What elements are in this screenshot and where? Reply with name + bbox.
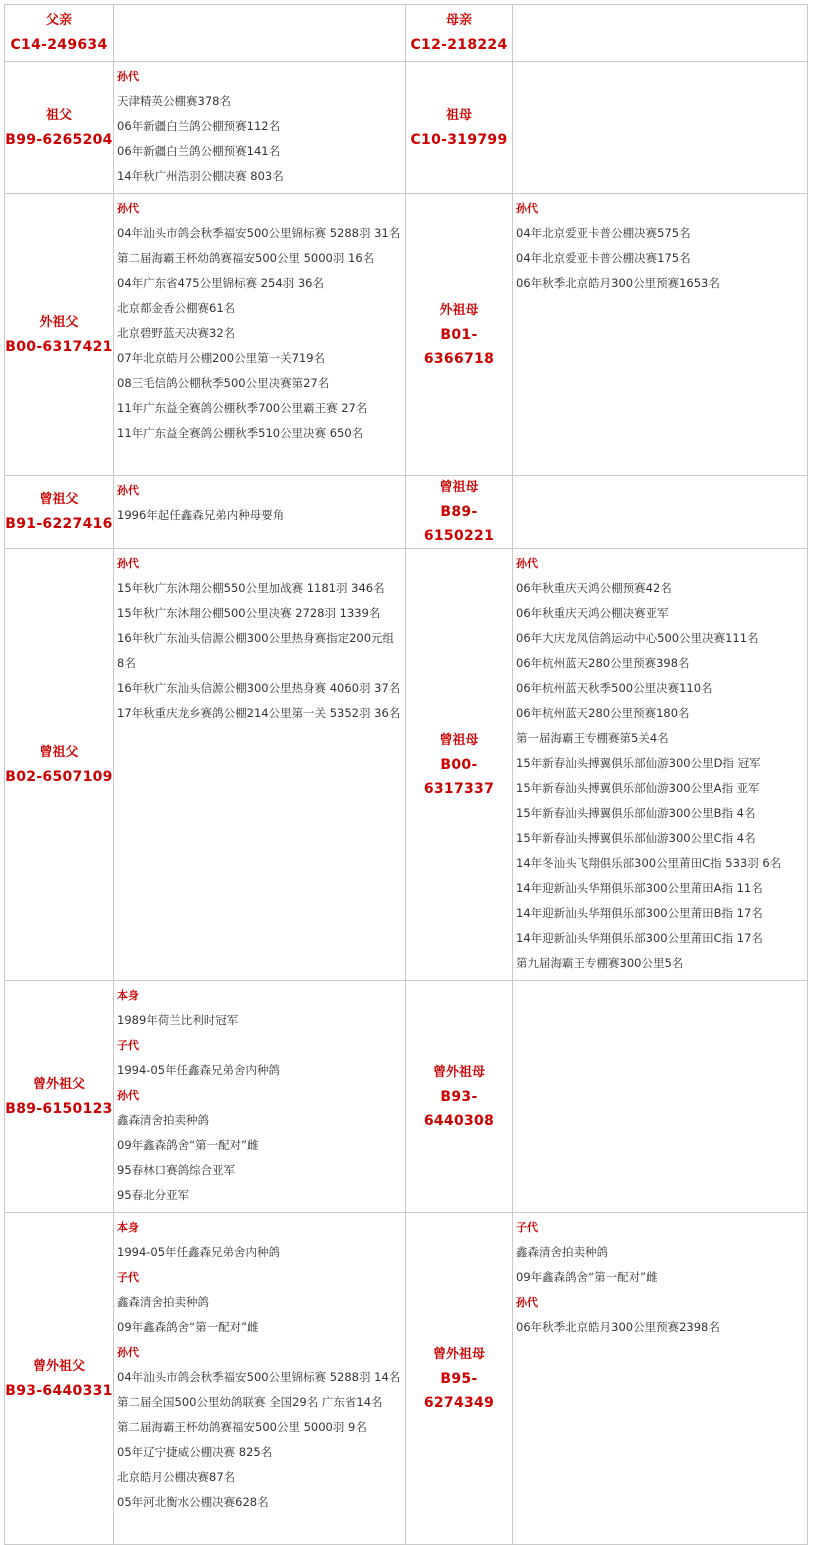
relation-label: 曾祖母	[439, 480, 479, 495]
section-heading: 本身	[117, 1221, 139, 1234]
achievement-item: 04年汕头市鸽会秋季福安500公里锦标赛 5288羽 14名	[117, 1370, 401, 1384]
achievement-list	[513, 1213, 807, 1342]
ancestor-label-cell	[406, 5, 513, 62]
relation-label: 父亲	[45, 13, 72, 28]
relation-label: 祖母	[445, 107, 472, 123]
achievement-list	[513, 476, 807, 480]
ring-number: B95-6274349	[423, 1370, 495, 1411]
achievement-item: 05年辽宁捷威公棚决赛 825名	[117, 1445, 273, 1459]
achievement-item: 14年迎新汕头华翔俱乐部300公里莆田C指 17名	[516, 931, 763, 945]
achievement-list	[114, 62, 405, 191]
ring-number: B99-6265204	[5, 131, 113, 148]
achievement-item: 北京都金香公棚赛61名	[117, 301, 236, 315]
achievement-cell	[513, 5, 808, 62]
ancestor-label-cell	[406, 549, 513, 981]
achievement-item: 第二届海霸王杯幼鸽赛福安500公里 5000羽 16名	[117, 251, 375, 265]
relation-label: 曾祖父	[39, 492, 79, 507]
achievement-item: 04年北京爱亚卡普公棚决赛575名	[516, 226, 691, 240]
achievement-item: 15年新春汕头搏翼俱乐部仙游300公里B指 4名	[516, 806, 756, 820]
achievement-item: 第二届全国500公里幼鸽联赛 全国29名 广东省14名	[117, 1395, 383, 1409]
achievement-cell	[513, 549, 808, 981]
achievement-item: 06年秋季北京皓月300公里预赛1653名	[516, 276, 720, 290]
section-heading: 子代	[117, 1039, 139, 1052]
pedigree-body	[5, 5, 808, 1545]
achievement-item: 09年鑫森鸽舍“第一配对”雌	[516, 1270, 658, 1284]
relation-label: 外祖父	[39, 314, 79, 330]
section-heading: 孙代	[117, 484, 139, 497]
achievement-item: 09年鑫森鸽舍“第一配对”雌	[117, 1138, 259, 1152]
ring-number: B89-6150221	[423, 504, 495, 544]
achievement-item: 05年河北衡水公棚决赛628名	[117, 1495, 269, 1509]
achievement-cell	[114, 549, 406, 981]
relation-label: 曾外祖母	[432, 1346, 485, 1362]
achievement-item: 1989年荷兰比利时冠军	[117, 1013, 239, 1027]
section-heading: 孙代	[516, 557, 538, 570]
section-heading: 孙代	[117, 1346, 139, 1359]
achievement-cell	[513, 981, 808, 1213]
pedigree-row	[5, 62, 808, 194]
achievement-item: 06年新疆白兰鸽公棚预赛141名	[117, 144, 281, 158]
achievement-cell	[114, 476, 406, 549]
pedigree-row	[5, 476, 808, 549]
achievement-list	[114, 1213, 405, 1517]
pedigree-row	[5, 194, 808, 476]
ring-number: B93-6440331	[5, 1382, 113, 1399]
achievement-item: 14年秋广州浩羽公棚决赛 803名	[117, 169, 284, 183]
section-heading: 孙代	[117, 202, 139, 215]
achievement-item: 15年秋广东沐翔公棚550公里加战赛 1181羽 346名	[117, 581, 385, 595]
ring-number: B91-6227416	[5, 516, 113, 532]
ancestor-label-cell	[406, 62, 513, 194]
achievement-item: 06年大庆龙凤信鸽运动中心500公里决赛111名	[516, 631, 759, 645]
achievement-item: 11年广东益全赛鸽公棚秋季510公里决赛 650名	[117, 426, 364, 440]
achievement-item: 15年秋广东沐翔公棚500公里决赛 2728羽 1339名	[117, 606, 381, 620]
achievement-item: 16年秋广东汕头信源公棚300公里热身赛 4060羽 37名	[117, 681, 401, 695]
section-heading: 孙代	[117, 1089, 139, 1102]
ring-number: C14-249634	[10, 37, 108, 53]
achievement-list	[513, 5, 807, 9]
achievement-list	[513, 549, 807, 978]
ancestor-label-cell	[406, 476, 513, 549]
achievement-item: 11年广东益全赛鸽公棚秋季700公里霸王赛 27名	[117, 401, 368, 415]
section-heading: 子代	[516, 1221, 538, 1234]
section-heading: 子代	[117, 1271, 139, 1284]
achievement-item: 06年秋季北京皓月300公里预赛2398名	[516, 1320, 720, 1334]
achievement-item: 04年汕头市鸽会秋季福安500公里锦标赛 5288羽 31名	[117, 226, 401, 240]
achievement-item: 14年迎新汕头华翔俱乐部300公里莆田A指 11名	[516, 881, 763, 895]
section-heading: 孙代	[117, 557, 139, 570]
achievement-list	[114, 5, 405, 9]
ring-number: C12-218224	[410, 37, 508, 53]
relation-label: 外祖母	[439, 302, 479, 318]
achievement-cell	[513, 62, 808, 194]
relation-label: 祖父	[45, 107, 72, 123]
ancestor-label-cell	[5, 194, 114, 476]
ancestor-label-cell	[5, 981, 114, 1213]
ancestor-label-cell	[5, 476, 114, 549]
achievement-cell	[114, 62, 406, 194]
achievement-list	[513, 62, 807, 66]
achievement-list	[513, 981, 807, 985]
achievement-item: 天津精英公棚赛378名	[117, 94, 231, 108]
achievement-item: 北京皓月公棚决赛87名	[117, 1470, 236, 1484]
achievement-item: 95春北分亚军	[117, 1188, 190, 1202]
pedigree-row	[5, 981, 808, 1213]
pedigree-row	[5, 1213, 808, 1545]
achievement-list	[114, 194, 405, 448]
achievement-list	[114, 476, 405, 530]
achievement-item: 04年北京爱亚卡普公棚决赛175名	[516, 251, 691, 265]
achievement-list	[114, 981, 405, 1210]
achievement-item: 第一届海霸王专棚赛第5关4名	[516, 731, 669, 745]
achievement-item: 1994-05年任鑫森兄弟舍内种鸽	[117, 1245, 281, 1259]
ancestor-label-cell	[5, 62, 114, 194]
achievement-list	[513, 194, 807, 298]
relation-label: 曾外祖母	[432, 1064, 485, 1080]
achievement-item: 07年北京皓月公棚200公里第一关719名	[117, 351, 326, 365]
achievement-item: 14年冬汕头飞翔俱乐部300公里莆田C指 533羽 6名	[516, 856, 782, 870]
section-heading: 本身	[117, 989, 139, 1002]
achievement-item: 15年新春汕头搏翼俱乐部仙游300公里A指 亚军	[516, 781, 760, 795]
relation-label: 曾祖父	[39, 744, 79, 760]
pedigree-row	[5, 549, 808, 981]
achievement-item: 06年杭州蓝天280公里预赛398名	[516, 656, 690, 670]
pedigree-table	[4, 4, 808, 1545]
achievement-item: 北京碧野蓝天决赛32名	[117, 326, 236, 340]
ancestor-label-cell	[5, 549, 114, 981]
achievement-cell	[513, 1213, 808, 1545]
achievement-item: 17年秋重庆龙乡赛鸽公棚214公里第一关 5352羽 36名	[117, 706, 401, 720]
achievement-item: 14年迎新汕头华翔俱乐部300公里莆田B指 17名	[516, 906, 763, 920]
relation-label: 曾外祖父	[32, 1076, 85, 1092]
ring-number: B93-6440308	[423, 1088, 495, 1129]
relation-label: 曾祖母	[439, 732, 479, 748]
achievement-item: 第九届海霸王专棚赛300公里5名	[516, 956, 684, 970]
pedigree-row	[5, 5, 808, 62]
ring-number: B02-6507109	[5, 768, 113, 785]
relation-label: 曾外祖父	[32, 1358, 85, 1374]
ring-number: B00-6317337	[423, 756, 495, 797]
achievement-item: 06年杭州蓝天秋季500公里决赛110名	[516, 681, 713, 695]
ring-number: C10-319799	[410, 131, 508, 148]
achievement-cell	[513, 194, 808, 476]
section-heading: 孙代	[117, 70, 139, 83]
ancestor-label-cell	[5, 5, 114, 62]
achievement-item: 08三毛信鸽公棚秋季500公里决赛第27名	[117, 376, 330, 390]
achievement-item: 15年新春汕头搏翼俱乐部仙游300公里D指 冠军	[516, 756, 761, 770]
achievement-item: 1994-05年任鑫森兄弟舍内种鸽	[117, 1063, 281, 1077]
achievement-item: 06年杭州蓝天280公里预赛180名	[516, 706, 690, 720]
achievement-cell	[513, 476, 808, 549]
achievement-cell	[114, 1213, 406, 1545]
achievement-cell	[114, 981, 406, 1213]
achievement-item: 06年秋重庆天鸿公棚预赛42名	[516, 581, 672, 595]
ancestor-label-cell	[5, 1213, 114, 1545]
achievement-item: 09年鑫森鸽舍“第一配对”雌	[117, 1320, 259, 1334]
achievement-cell	[114, 5, 406, 62]
ancestor-label-cell	[406, 1213, 513, 1545]
ring-number: B01-6366718	[423, 326, 495, 367]
achievement-list	[114, 549, 405, 728]
section-heading: 孙代	[516, 202, 538, 215]
ring-number: B89-6150123	[5, 1100, 113, 1117]
achievement-item: 06年秋重庆天鸿公棚决赛亚军	[516, 606, 669, 620]
achievement-item: 第二届海霸王杯幼鸽赛福安500公里 5000羽 9名	[117, 1420, 367, 1434]
ancestor-label-cell	[406, 194, 513, 476]
achievement-item: 1996年起任鑫森兄弟内种母要角	[117, 508, 285, 522]
achievement-item: 鑫森清舍拍卖种鸽	[117, 1295, 209, 1309]
achievement-item: 06年新疆白兰鸽公棚预赛112名	[117, 119, 281, 133]
section-heading: 孙代	[516, 1296, 538, 1309]
ring-number: B00-6317421	[5, 338, 113, 355]
achievement-item: 16年秋广东汕头信源公棚300公里热身赛指定200元组8名	[117, 631, 395, 670]
achievement-cell	[114, 194, 406, 476]
achievement-item: 15年新春汕头搏翼俱乐部仙游300公里C指 4名	[516, 831, 756, 845]
relation-label: 母亲	[445, 13, 472, 28]
achievement-item: 鑫森清舍拍卖种鸽	[516, 1245, 608, 1259]
achievement-item: 04年广东省475公里锦标赛 254羽 36名	[117, 276, 324, 290]
ancestor-label-cell	[406, 981, 513, 1213]
achievement-item: 95春林口赛鸽综合亚军	[117, 1163, 236, 1177]
achievement-item: 鑫森清舍拍卖种鸽	[117, 1113, 209, 1127]
